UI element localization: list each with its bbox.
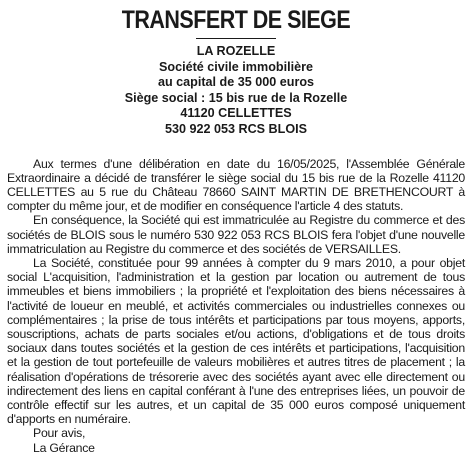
company-registered-office: Siège social : 15 bis rue de la Rozelle <box>124 90 348 105</box>
notice-title: TRANSFERT DE SIEGE <box>121 6 351 34</box>
closing-line: Pour avis, <box>33 426 86 441</box>
company-capital: au capital de 35 000 euros <box>157 75 315 90</box>
paragraph-registration: En conséquence, la Société qui est immatriculée au Registre du commerce et des sociétés de BLOIS sous le numéro 530 922 053 RCS BLOIS fera l'objet d'une nouvelle immatriculation au Registre du commerce et des sociétés de VERSAILLES. <box>7 213 465 256</box>
company-postal-city: 41120 CELLETTES <box>180 106 292 121</box>
company-rcs-number: 530 922 053 RCS BLOIS <box>164 121 308 136</box>
title-divider <box>196 38 276 39</box>
company-name: LA ROZELLE <box>196 44 276 58</box>
paragraph-company-purpose: La Société, constituée pour 99 années à compter du 9 mars 2010, a pour objet social L'acquisition, l'administration et la gestion par location ou autrement de tous immeubles et biens immobiliers ; la propriété et l'exploitation des biens nécessaires à l'activité de loueur en meublé, et activités commerciales ou industrielles connexes ou complémentaires ; la prise de tous intérêts et participations par tous moyens, apports, souscriptions, achats de parts sociales et/ou actions, d'obligations et de tous droits sociaux dans toutes sociétés et la gestion de ces intérêts et participations, l'acquisition et la gestion de tout portefeuille de valeurs mobilières et autres titres de placement ; la réalisation d'opérations de trésorerie avec des sociétés ayant avec elle directement ou indirectement des liens en capital conférant à l'une des entreprises liées, un pouvoir de contrôle effectif sur les autres, et un capital de 35 000 euros composé uniquement d'apports en numéraire. <box>7 255 465 427</box>
notice-body <box>7 157 465 455</box>
company-header <box>7 44 465 138</box>
signature-line: La Gérance <box>33 440 95 455</box>
paragraph-transfer-decision: Aux termes d'une délibération en date du 16/05/2025, l'Assemblée Générale Extraordinaire a décidé de transférer le siège social du 15 bis rue de la Rozelle 41120 CELLETTES au 5 rue du Château 78660 SAINT MARTIN DE BRETHENCOURT à compter du même jour, et de modifier en conséquence l'article 4 des statuts. <box>7 156 465 214</box>
company-form: Société civile immobilière <box>159 59 313 74</box>
